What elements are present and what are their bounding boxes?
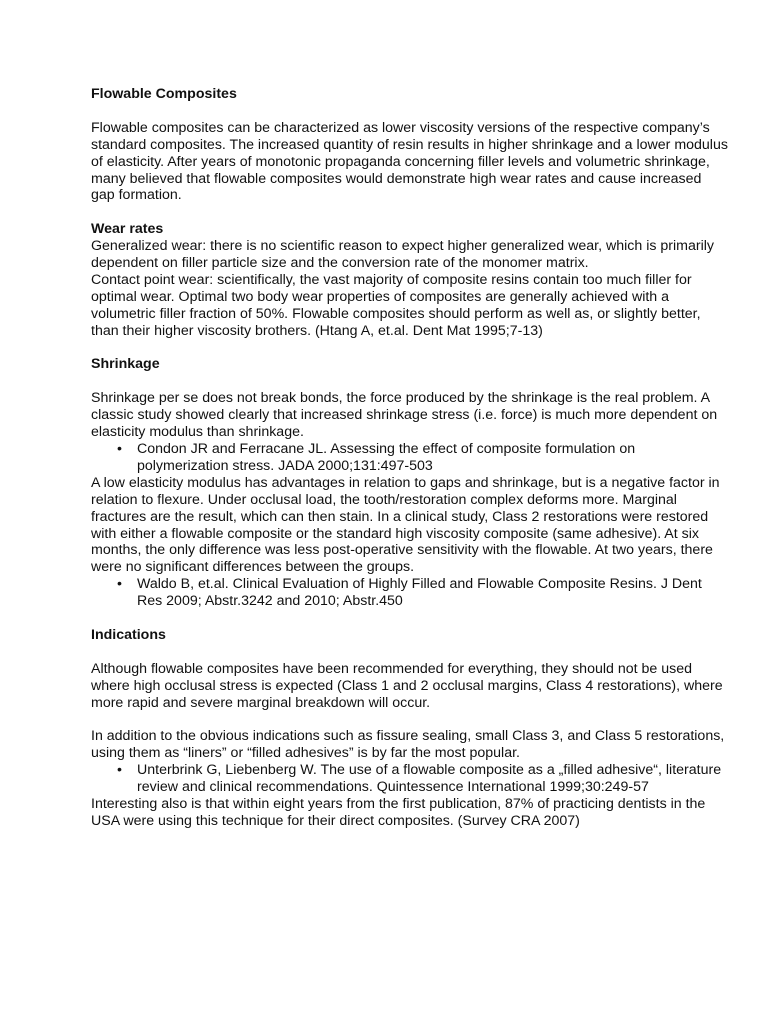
reference-list (91, 441, 728, 475)
shrinkage-heading: Shrinkage (91, 356, 160, 373)
reference-list (91, 576, 728, 610)
contact-wear-paragraph: Contact point wear: scientifically, the vast majority of composite resins contain too much filler for optimal wear. Optimal two body wear properties of composites are generally achieved with a volumetric filler fraction of 50%. Flowable composites should perform as well as, or slightly better, than their higher viscosity brothers. (Htang A, et.al. Dent Mat 1995;7-13) (91, 271, 701, 339)
bullet-icon: • (117, 762, 122, 779)
reference-text: Condon JR and Ferracane JL. Assessing the effect of composite formulation on polymerization stress. JADA 2000;131:497-503 (137, 440, 636, 474)
indications-paragraph-2: In addition to the obvious indications such as fissure sealing, small Class 3, and Class 5 restorations, using them as “liners” or “filled adhesives” is by far the most popular. (91, 728, 725, 762)
spacer (91, 373, 728, 390)
indications-heading: Indications (91, 626, 166, 643)
document-title: Flowable Composites (91, 86, 237, 102)
reference-item (91, 576, 728, 610)
wear-rates-heading: Wear rates (91, 221, 164, 238)
generalized-wear-paragraph: Generalized wear: there is no scientific reason to expect higher generalized wear, which is primarily dependent on filler particle size and the conversion rate of the monomer matrix. (91, 238, 714, 272)
bullet-icon: • (117, 576, 122, 593)
shrinkage-paragraph-1: Shrinkage per se does not break bonds, the force produced by the shrinkage is the real problem. A classic study showed clearly that increased shrinkage stress (i.e. force) is much more dependent on elasticity modulus than shrinkage. (91, 390, 718, 441)
shrinkage-paragraph-2: A low elasticity modulus has advantages in relation to gaps and shrinkage, but is a negative factor in relation to flexure. Under occlusal load, the tooth/restoration complex deforms more. Marginal fractures are the result, which can then stain. In a clinical study, Class 2 restorations were restored with either a flowable composite or the standard high viscosity composite (same adhesive). At six months, the only difference was less post-operative sensitivity with the flowable. At two years, there were no significant differences between the groups. (91, 474, 720, 576)
spacer (91, 340, 728, 357)
indications-paragraph-1: Although flowable composites have been recommended for everything, they should not be used where high occlusal stress is expected (Class 1 and 2 occlusal margins, Class 4 restorations), where more rapid and severe marginal breakdown will occur. (91, 660, 723, 711)
reference-item (91, 762, 728, 796)
reference-text: Waldo B, et.al. Clinical Evaluation of Highly Filled and Flowable Composite Resins. J Dent Res 2009; Abstr.3242 and 2010; Abstr.450 (137, 576, 702, 610)
spacer (91, 644, 728, 661)
intro-paragraph: Flowable composites can be characterized as lower viscosity versions of the respective company’s standard composites. The increased quantity of resin results in higher shrinkage and a lower modulus of elasticity. After years of monotonic propaganda concerning filler levels and volumetric shrinkage, many believed that flowable composites would demonstrate high wear rates and cause increased gap formation. (91, 119, 728, 204)
spacer (91, 711, 728, 728)
indications-paragraph-3: Interesting also is that within eight years from the first publication, 87% of practicing dentists in the USA were using this technique for their direct composites. (Survey CRA 2007) (91, 795, 706, 829)
spacer (91, 610, 728, 627)
reference-text: Unterbrink G, Liebenberg W. The use of a flowable composite as a „filled adhesive“, literature review and clinical recommendations. Quintessence International 1999;30:249-57 (137, 762, 722, 796)
bullet-icon: • (117, 440, 122, 457)
spacer (91, 204, 728, 221)
reference-item (91, 441, 728, 475)
spacer (91, 103, 728, 120)
reference-list (91, 762, 728, 796)
